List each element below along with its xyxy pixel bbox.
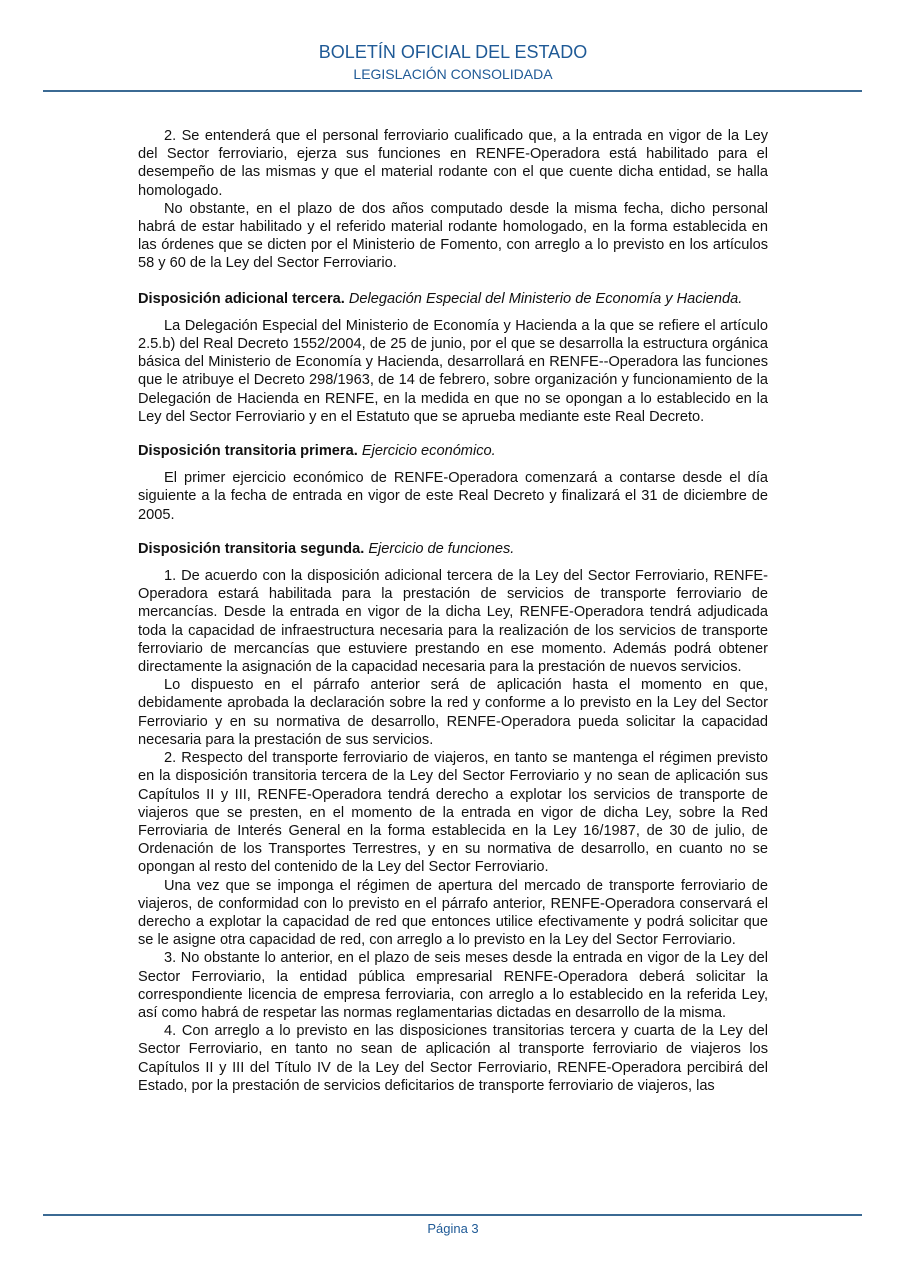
- body-paragraph: 4. Con arreglo a lo previsto en las disposiciones transitorias tercera y cuarta de la Ley del Sector Ferroviario, en tanto no sean de aplicación al transporte ferroviario de viajeros los Capítulos II y III del Título IV de la Ley del Sector Ferroviario, RENFE-Operadora percibirá del Estado, por la prestación de servicios deficitarios de transporte ferroviario de viajeros, las: [138, 1023, 768, 1094]
- section-heading-label: Disposición transitoria primera.: [138, 443, 358, 460]
- footer-divider: [43, 1214, 862, 1216]
- section-heading-transitoria-segunda: [138, 540, 768, 558]
- body-paragraph: 1. De acuerdo con la disposición adicional tercera de la Ley del Sector Ferroviario, RENFE-Operadora estará habilitada para la prestación de servicios de transporte ferroviario de mercancías. Desde la entrada en vigor de la dicha Ley, RENFE-Operadora tendrá adjudicada toda la capacidad de infraestructura necesaria para la realización de los servicios de transporte ferroviario de mercancías que estuviere prestando en ese momento. Además podrá obtener directamente la asignación de la capacidad necesaria para la prestación de nuevos servicios.: [138, 568, 768, 676]
- body-paragraph: 2. Respecto del transporte ferroviario de viajeros, en tanto se mantenga el régimen previsto en la disposición transitoria tercera de la Ley del Sector Ferroviario y no sean de aplicación sus Capítulos II y III, RENFE-Operadora tendrá derecho a explotar los servicios de transporte de viajeros que se presten, en el momento de la entrada en vigor de dicha Ley, sobre la Red Ferroviaria de Interés General en la forma establecida en la Ley 16/1987, de 30 de julio, de Ordenación de los Transportes Terrestres, y en su normativa de desarrollo, en cuanto no se opongan al resto del contenido de la Ley del Sector Ferroviario.: [138, 750, 768, 876]
- body-paragraph: El primer ejercicio económico de RENFE-Operadora comenzará a contarse desde el día siguiente a la fecha de entrada en vigor de este Real Decreto y finalizará el 31 de diciembre de 2005.: [138, 470, 768, 523]
- publication-title: BOLETÍN OFICIAL DEL ESTADO: [318, 42, 588, 62]
- page-number: Página 3: [427, 1221, 479, 1236]
- section-heading-label: Disposición transitoria segunda.: [138, 540, 365, 557]
- section-heading-title: Ejercicio económico.: [361, 443, 496, 460]
- body-paragraph: Lo dispuesto en el párrafo anterior será de aplicación hasta el momento en que, debidamente aprobada la declaración sobre la red y conforme a lo previsto en la Ley del Sector Ferroviario y en su normativa de desarrollo, RENFE-Operadora pueda solicitar la capacidad necesaria para la prestación de sus servicios.: [138, 677, 768, 748]
- section-heading-label: Disposición adicional tercera.: [138, 290, 345, 307]
- body-paragraph: 3. No obstante lo anterior, en el plazo de seis meses desde la entrada en vigor de la Ley del Sector Ferroviario, la entidad pública empresarial RENFE-Operadora deberá solicitar la correspondiente licencia de empresa ferroviaria, con arreglo a lo establecido en la referida Ley, así como habrá de respetar las normas reglamentarias dictadas en desarrollo de la misma.: [138, 950, 768, 1021]
- section-heading-transitoria-primera: [138, 442, 768, 460]
- header-divider: [43, 90, 862, 92]
- body-paragraph: No obstante, en el plazo de dos años computado desde la misma fecha, dicho personal habrá de estar habilitado y el referido material rodante homologado, en la forma establecida en las órdenes que se dicten por el Ministerio de Fomento, con arreglo a lo previsto en los artículos 58 y 60 de la Ley del Sector Ferroviario.: [138, 200, 768, 272]
- body-paragraph: 2. Se entenderá que el personal ferroviario cualificado que, a la entrada en vigor de la Ley del Sector ferroviario, ejerza sus funciones en RENFE-Operadora está habilitado para el desempeño de las mismas y que el material rodante con el que cuente dicha entidad, se halla homologado.: [138, 128, 768, 199]
- document-header: [0, 40, 906, 84]
- body-paragraph: La Delegación Especial del Ministerio de Economía y Hacienda a la que se refiere el artículo 2.5.b) del Real Decreto 1552/2004, de 25 de junio, por el que se desarrolla la estructura orgánica básica del Ministerio de Economía y Hacienda, desarrollará en RENFE--Operadora las funciones que le atribuye el Decreto 298/1963, de 14 de febrero, sobre organización y funcionamiento de la Delegación de Hacienda en RENFE, en la medida en que no se opongan a lo establecido en la Ley del Sector Ferroviario y en el Estatuto que se aprueba mediante este Real Decreto.: [138, 317, 768, 425]
- body-paragraph: Una vez que se imponga el régimen de apertura del mercado de transporte ferroviario de viajeros, de conformidad con lo previsto en el párrafo anterior, RENFE-Operadora conservará el derecho a explotar la capacidad de red que entonces utilice efectivamente y podrá solicitar que se le asigne otra capacidad de red, con arreglo a lo previsto en la Ley del Sector Ferroviario.: [138, 877, 768, 949]
- document-body: [138, 127, 768, 1095]
- section-heading-title: Ejercicio de funciones.: [368, 540, 515, 557]
- publication-subtitle: LEGISLACIÓN CONSOLIDADA: [353, 66, 553, 82]
- section-heading-title: Delegación Especial del Ministerio de Economía y Hacienda.: [348, 290, 743, 307]
- section-heading-adicional-tercera: [138, 290, 768, 308]
